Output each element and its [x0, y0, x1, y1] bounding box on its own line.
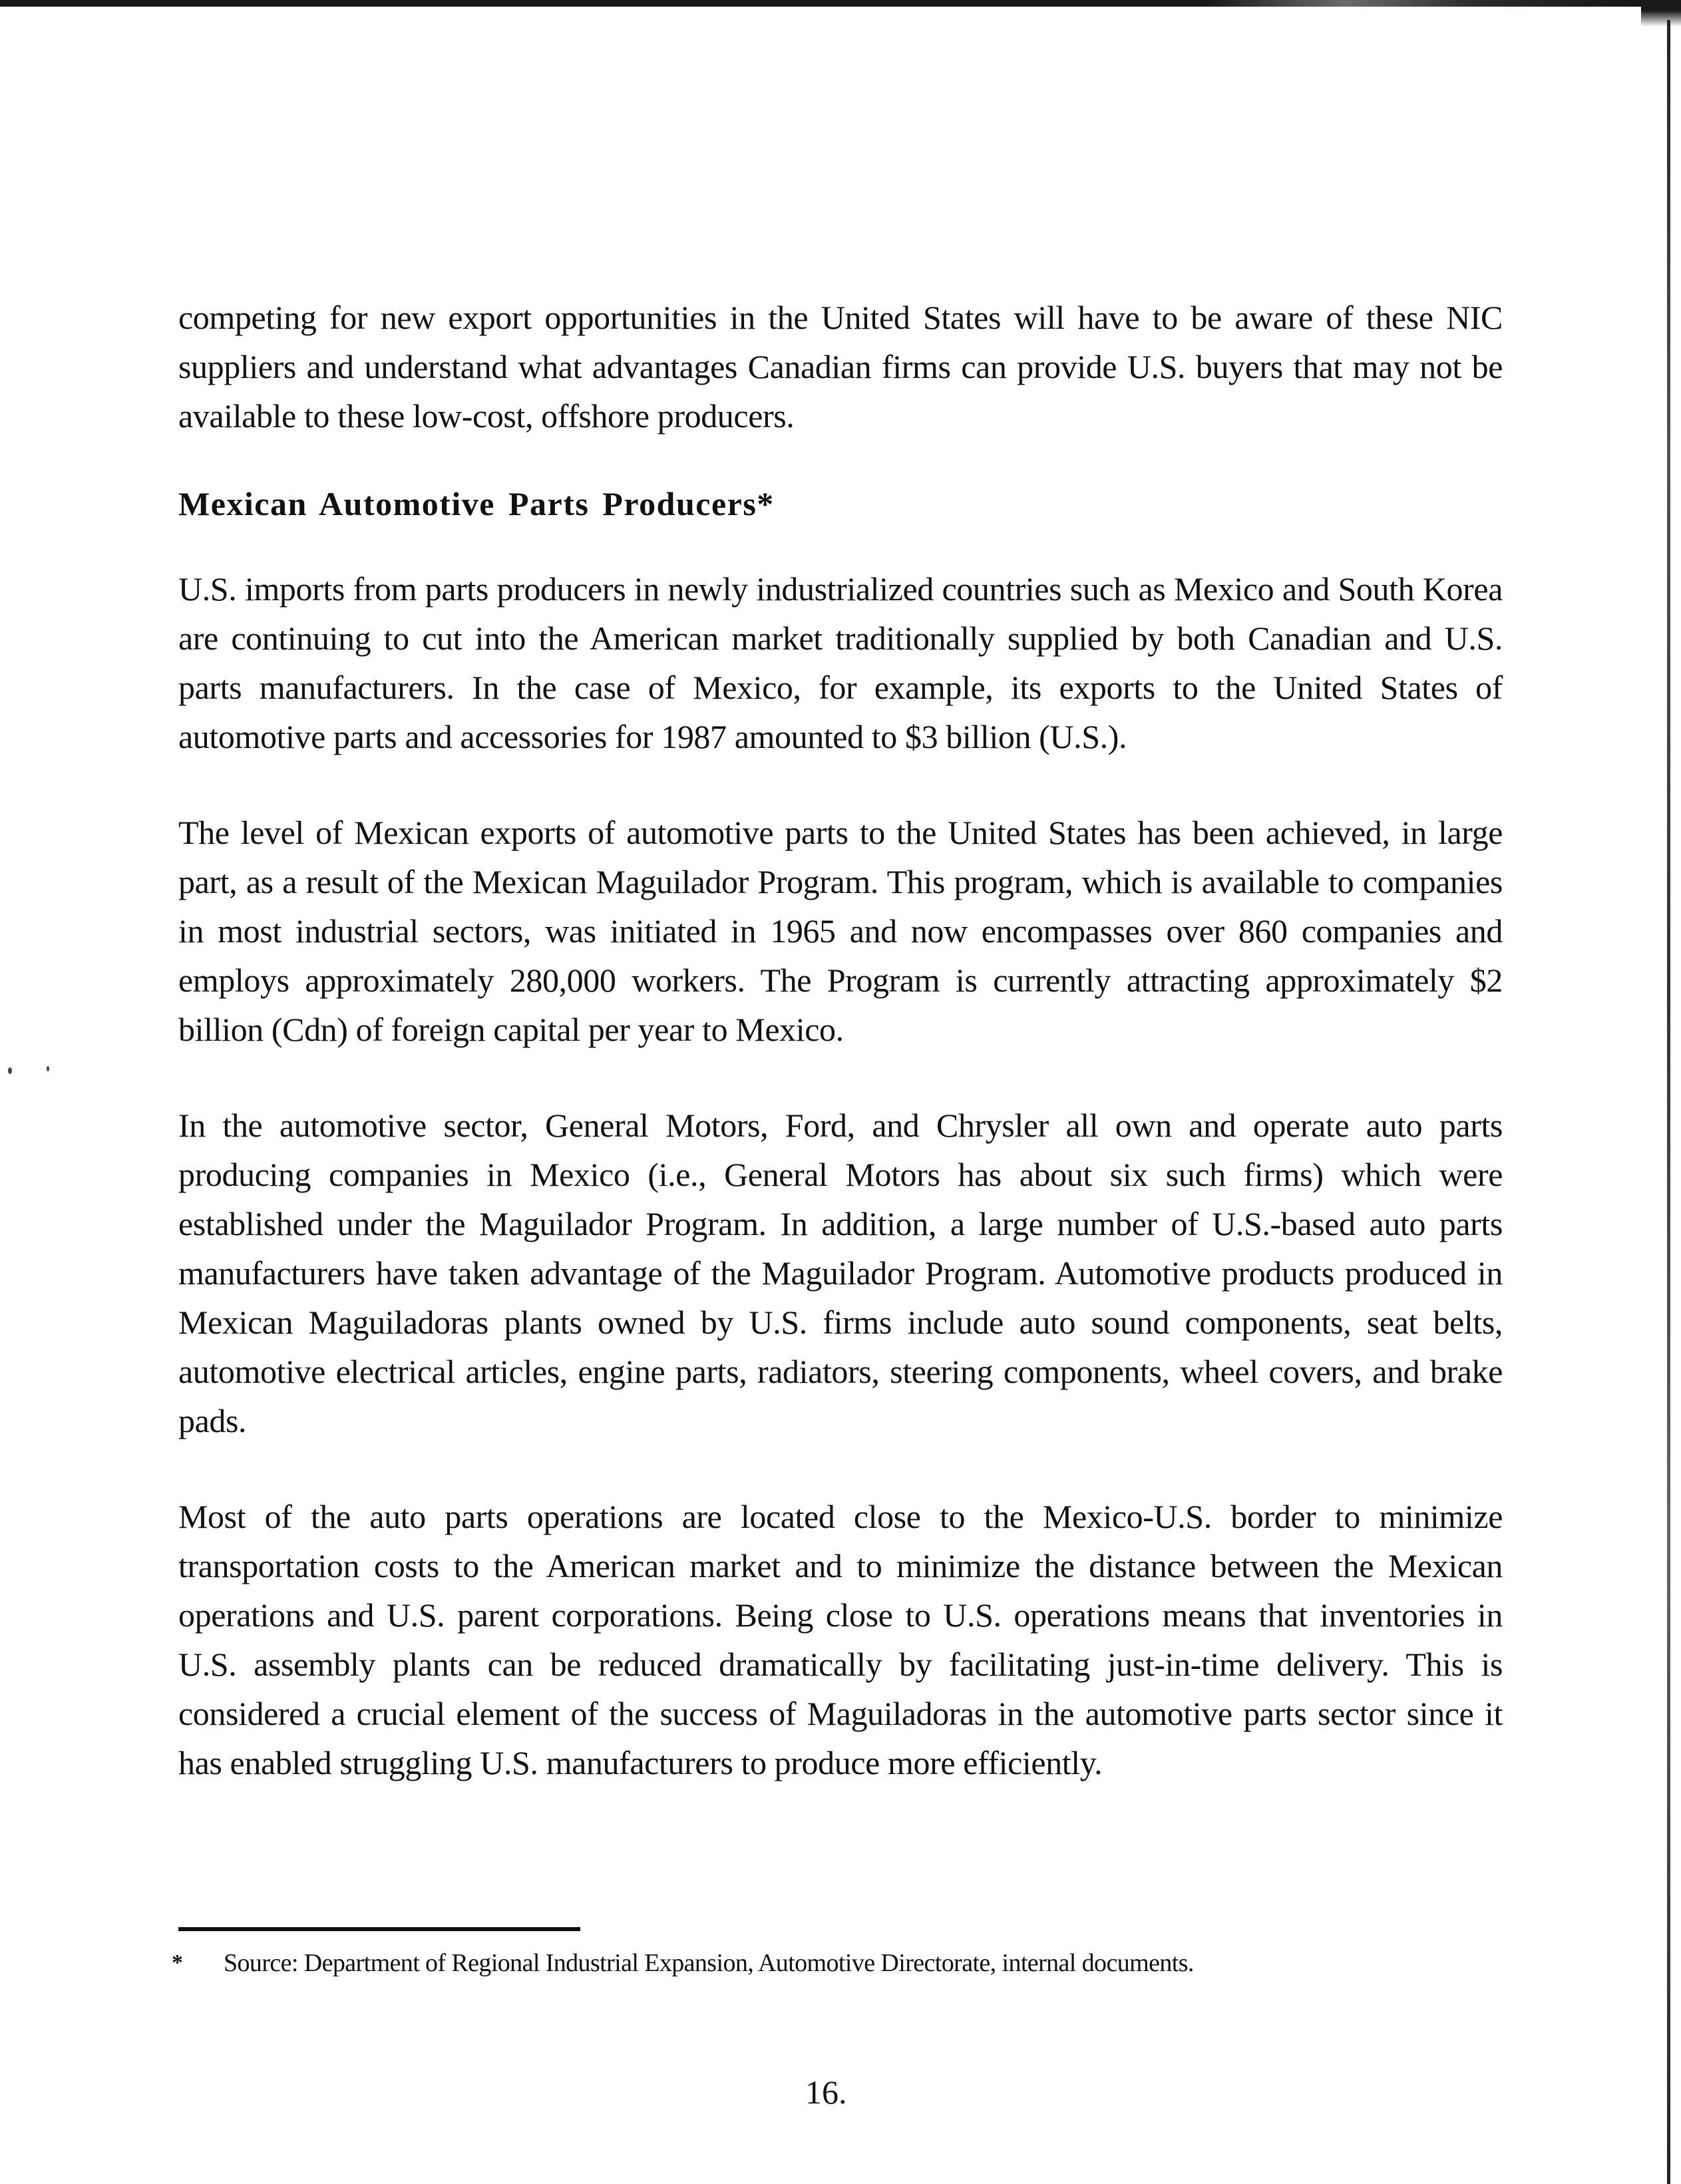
paragraph-automotive-sector: In the automotive sector, General Motors, Ford, and Chrysler all own and operate auto parts producing companies in Mexico (i.e., General Motors has about six such firms) which were established under the Maguilador Program. In addition, a large number of U.S.-based auto parts manufacturers have taken advantage of the Maguilador Program. Automotive products produced in Mexican Maguiladoras plants owned by U.S. firms include auto sound components, seat belts, automotive electrical articles, engine parts, radiators, steering components, wheel covers, and brake pads. — [178, 1107, 1503, 1439]
scan-top-edge — [0, 0, 1681, 7]
scan-corner-shadow — [1641, 0, 1681, 27]
paragraph-border-operations: Most of the auto parts operations are located close to the Mexico-U.S. border to minimize transportation costs to the American market and to minimize the distance between the Mexican operations and U.S. parent corporations. Being close to U.S. operations means that inventories in U.S. assembly plants can be reduced dramatically by facilitating just-in-time delivery. This is considered a crucial element of the success of Maguiladoras in the automotive parts sector since it has enabled struggling U.S. manufacturers to produce more efficiently. — [178, 1498, 1503, 1781]
paragraph-maguilador-program: The level of Mexican exports of automotive parts to the United States has been achieved, in large part, as a result of the Mexican Maguilador Program. This program, which is available to companies in most industrial sectors, was initiated in 1965 and now encompasses over 860 companies and employs approximately 280,000 workers. The Program is currently attracting approximately $2 billion (Cdn) of foreign capital per year to Mexico. — [178, 814, 1503, 1048]
footnote-text: Source: Department of Regional Industrial Expansion, Automotive Directorate, internal documents. — [224, 1949, 1194, 1977]
scan-speck — [47, 1066, 49, 1071]
page-number: 16. — [805, 2074, 847, 2111]
scan-speck — [8, 1067, 12, 1074]
footnote — [172, 1943, 1503, 1983]
footnote-marker: * — [172, 1950, 183, 1975]
footnote-rule — [178, 1927, 580, 1931]
paragraph-imports: U.S. imports from parts producers in newly industrialized countries such as Mexico and South Korea are continuing to cut into the American market traditionally supplied by both Canadian and U.S. parts manufacturers. In the case of Mexico, for example, its exports to the United States of automotive parts and accessories for 1987 amounted to $3 billion (U.S.). — [178, 570, 1503, 755]
document-body — [178, 293, 1503, 1787]
paragraph-continued: competing for new export opportunities in the United States will have to be aware of these NIC suppliers and understand what advantages Canadian firms can provide U.S. buyers that may not be available to these low-cost, offshore producers. — [178, 299, 1503, 435]
scan-right-edge — [1667, 20, 1670, 2184]
section-heading: Mexican Automotive Parts Producers* — [178, 485, 775, 522]
